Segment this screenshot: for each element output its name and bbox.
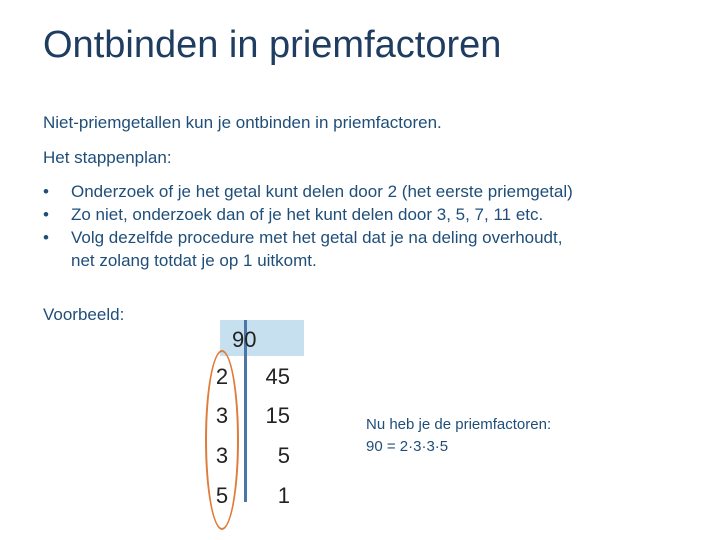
ladder-start-number: 90	[232, 327, 257, 352]
result-formula: 90 = 2·3·3·5	[366, 438, 449, 455]
steps-list	[43, 180, 703, 272]
ladder-divisor: 3	[215, 403, 229, 428]
example-label: Voorbeeld:	[43, 305, 125, 324]
ladder-quotient: 1	[277, 483, 290, 508]
result-heading: Nu heb je de priemfactoren:	[366, 416, 552, 433]
step-text: Onderzoek of je het getal kunt delen door 2 (het eerste priemgetal)	[71, 182, 573, 201]
step-text: Volg dezelfde procedure met het getal dat je na deling overhoudt,	[71, 228, 563, 247]
ladder-divisor: 5	[215, 483, 229, 508]
step-text-continued: net zolang totdat je op 1 uitkomt.	[71, 251, 317, 270]
plan-heading: Het stappenplan:	[43, 148, 172, 167]
bullet-icon: •	[43, 205, 49, 224]
ladder-quotient: 5	[277, 443, 290, 468]
step-item	[43, 180, 703, 203]
divisor-highlight-oval	[205, 350, 239, 530]
bullet-icon: •	[43, 228, 49, 247]
ladder-divisor: 3	[215, 443, 229, 468]
bullet-icon: •	[43, 182, 49, 201]
step-text: Zo niet, onderzoek dan of je het kunt delen door 3, 5, 7, 11 etc.	[71, 205, 544, 224]
ladder-quotient: 15	[265, 403, 290, 428]
step-item	[43, 203, 703, 226]
result-note	[366, 414, 551, 458]
step-item	[43, 226, 703, 272]
intro-text: Niet-priemgetallen kun je ontbinden in priemfactoren.	[43, 113, 442, 132]
slide-title: Ontbinden in priemfactoren	[43, 24, 502, 66]
ladder-quotient: 45	[265, 364, 290, 389]
ladder-divisor: 2	[215, 364, 229, 389]
